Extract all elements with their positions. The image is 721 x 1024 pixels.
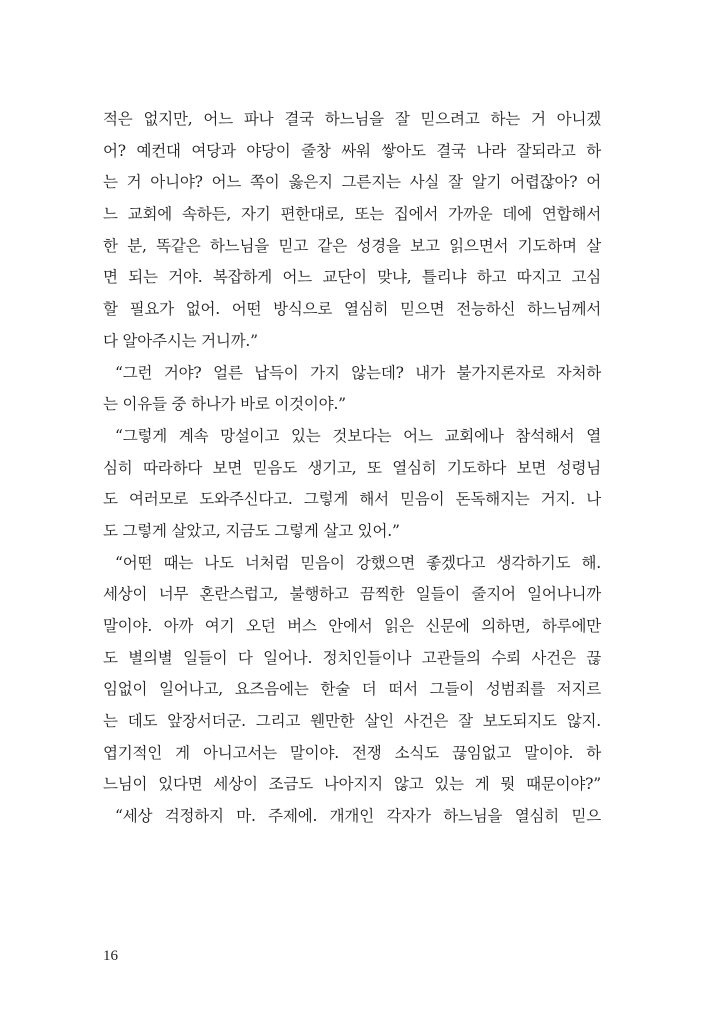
text-line: 할 필요가 없어. 어떤 방식으로 열심히 믿으면 전능하신 하느님께서 xyxy=(103,300,601,319)
text-line: “그렇게 계속 망설이고 있는 것보다는 어느 교회에나 참석해서 열 xyxy=(115,426,601,445)
text-line: 심히 따라하다 보면 믿음도 생기고, 또 열심히 기도하다 보면 성령님 xyxy=(103,458,601,477)
text-line: “세상 걱정하지 마. 주제에. 개개인 각자가 하느님을 열심히 믿으 xyxy=(115,807,601,826)
text-line: 다 알아주시는 거니까.” xyxy=(103,331,258,350)
text-line: 느 교회에 속하든, 자기 편한대로, 또는 집에서 가까운 데에 연합해서 xyxy=(103,205,601,224)
page-number: 16 xyxy=(103,948,118,964)
text-line: 느님이 있다면 세상이 조금도 나아지지 않고 있는 게 뭣 때문이야?” xyxy=(103,775,601,794)
text-line: 면 되는 거야. 복잡하게 어느 교단이 맞냐, 틀리냐 하고 따지고 고심 xyxy=(103,268,601,287)
text-line: 임없이 일어나고, 요즈음에는 한술 더 떠서 그들이 성범죄를 저지르 xyxy=(103,680,601,699)
text-line: 세상이 너무 혼란스럽고, 불행하고 끔찍한 일들이 줄지어 일어나니까 xyxy=(103,585,601,604)
text-line: 말이야. 아까 여기 오던 버스 안에서 읽은 신문에 의하면, 하루에만 xyxy=(103,617,601,635)
text-line: 는 이유들 중 하나가 바로 이것이야.” xyxy=(103,395,346,414)
text-line: “어떤 때는 나도 너처럼 믿음이 강했으면 좋겠다고 생각하기도 해. xyxy=(115,553,601,572)
text-line: 는 거 아니야? 어느 쪽이 옳은지 그른지는 사실 잘 알기 어렵잖아? 어 xyxy=(103,173,601,192)
text-line: 도 여러모로 도와주신다고. 그렇게 해서 믿음이 돈독해지는 거지. 나 xyxy=(103,490,601,509)
text-line: 어? 예컨대 여당과 야당이 줄창 싸워 쌓아도 결국 나라 잘되라고 하 xyxy=(103,141,601,160)
body-text xyxy=(103,104,601,833)
text-line: 도 별의별 일들이 다 일어나. 정치인들이나 고관들의 수뢰 사건은 끊 xyxy=(103,648,601,667)
text-line: 엽기적인 게 아니고서는 말이야. 전쟁 소식도 끊임없고 말이야. 하 xyxy=(103,743,601,762)
text-line: 도 그렇게 살았고, 지금도 그렇게 살고 있어.” xyxy=(103,521,400,540)
text-line: 적은 없지만, 어느 파나 결국 하느님을 잘 믿으려고 하는 거 아니겠 xyxy=(103,110,601,128)
text-line: 한 분, 똑같은 하느님을 믿고 같은 성경을 보고 읽으면서 기도하며 살 xyxy=(103,236,601,255)
text-line: 는 데도 앞장서더군. 그리고 웬만한 살인 사건은 잘 보도되지도 않지. xyxy=(103,712,601,731)
text-line: “그런 거야? 얼른 납득이 가지 않는데? 내가 불가지론자로 자처하 xyxy=(115,363,601,382)
